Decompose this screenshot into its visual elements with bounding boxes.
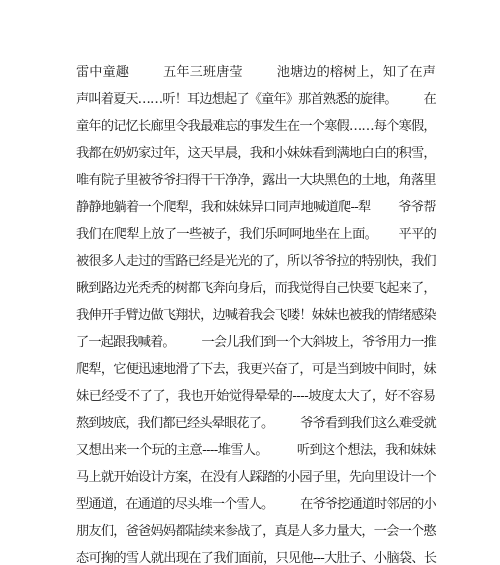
document-line: 童年的记忆长廊里令我最难忘的事发生在一个寒假……每个寒假，: [76, 119, 436, 134]
document-line: 熬到坡底，我们都已经头晕眼花了。 爷爷看到我们这么难受就: [76, 416, 436, 431]
document-line: 声叫着夏天……听！耳边想起了《童年》那首熟悉的旋律。 在: [76, 92, 436, 107]
document-line: 马上就开始设计方案，在没有人踩踏的小园子里，先向里设计一个: [76, 470, 436, 485]
document-line: 我伸开手臂边做飞翔状，边喊着我会飞喽！妹妹也被我的情绪感染: [76, 308, 436, 323]
document-line: 型通道，在通道的尽头堆一个雪人。 在爷爷挖通道时邻居的小: [76, 497, 436, 512]
document-line: 爬犁，它便迅速地滑了下去，我更兴奋了，可是当到坡中间时，妹: [76, 362, 436, 377]
document-line: 雷中童趣 五年三班唐莹 池塘边的榕树上，知了在声: [76, 65, 436, 80]
document-line: 朋友们，爸爸妈妈都陆续来参战了，真是人多力量大，一会一个憨: [76, 524, 436, 539]
document-line: 我都在奶奶家过年，这天早晨，我和小妹妹看到满地白白的积雪，: [76, 146, 436, 161]
document-line: 了一起跟我喊着。 一会儿我们到一个大斜坡上，爷爷用力一推: [76, 335, 436, 350]
document-line: 态可掬的雪人就出现在了我们面前，只见他---大肚子、小脑袋、长: [76, 551, 437, 565]
document-line: 我们在爬犁上放了一些被子，我们乐呵呵地坐在上面。 平平的: [76, 227, 437, 242]
document-line: 瞅到路边光秃秃的树都飞奔向身后，而我觉得自己快要飞起来了，: [76, 281, 436, 296]
document-line: 唯有院子里被爷爷扫得干干净净，露出一大块黑色的土地，角落里: [76, 173, 436, 188]
document-line: 被很多人走过的雪路已经是光光的了，所以爷爷拉的特别快，我们: [76, 254, 436, 269]
document-line: 又想出来一个玩的主意----堆雪人。 听到这个想法，我和妹妹: [76, 443, 436, 458]
document-line: 静静地躺着一个爬犁，我和妹妹异口同声地喊道爬--犁 爷爷帮: [76, 200, 436, 215]
document-line: 妹已经受不了了，我也开始觉得晕晕的----坡度太大了，好不容易: [76, 389, 436, 404]
